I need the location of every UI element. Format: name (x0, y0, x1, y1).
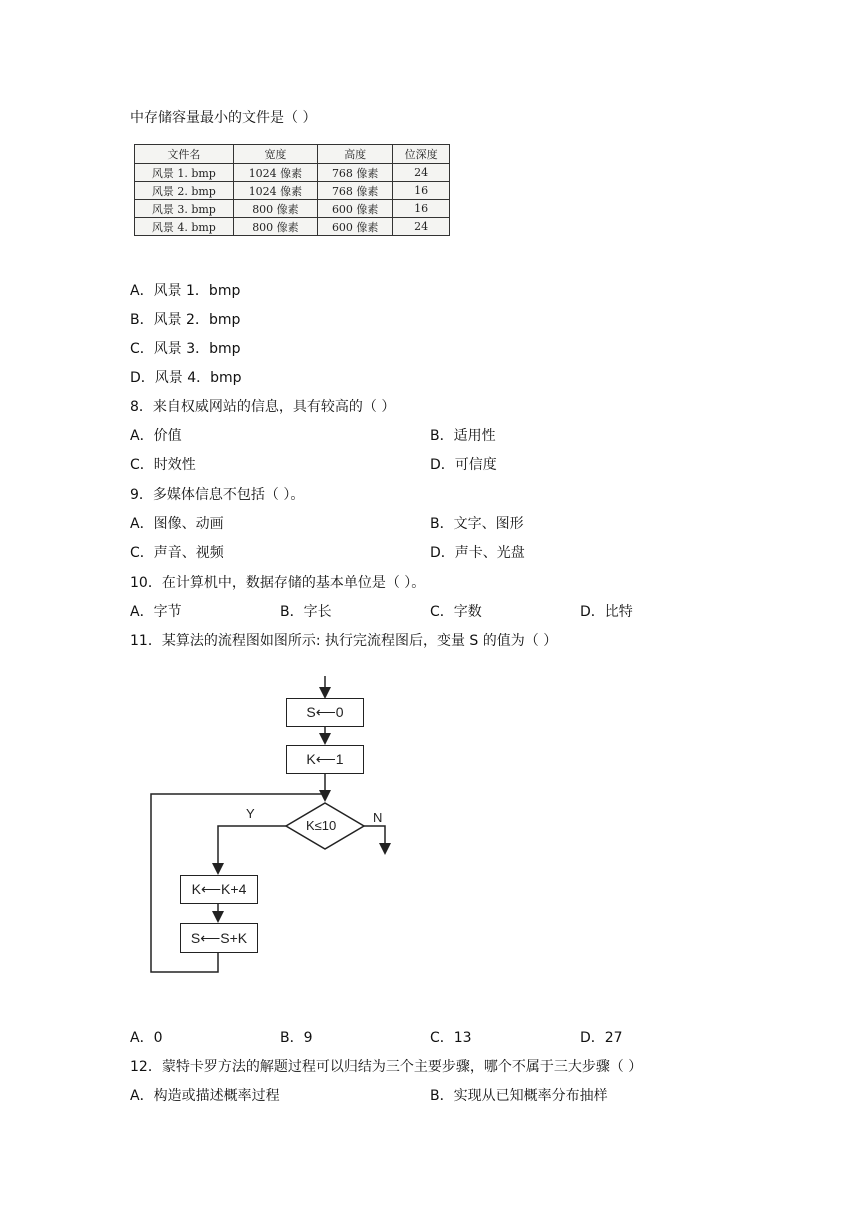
q7-option-a: A．风景 1．bmp (130, 283, 241, 299)
table-cell: 600 像素 (318, 218, 393, 236)
q7-option-b: B．风景 2．bmp (130, 312, 241, 328)
table-header: 宽度 (233, 145, 317, 164)
table-cell: 风景 4. bmp (135, 218, 234, 236)
table-cell: 800 像素 (233, 218, 317, 236)
table-cell: 16 (393, 200, 450, 218)
q8-stem: 8．来自权威网站的信息，具有较高的（ ） (130, 399, 396, 415)
q9-option-b: B．文字、图形 (430, 516, 524, 532)
flow-box-s-init: S⟵0 (286, 698, 364, 727)
q11-option-a: A．0 (130, 1030, 163, 1046)
table-cell: 24 (393, 164, 450, 182)
q12-option-a: A．构造或描述概率过程 (130, 1088, 280, 1104)
flow-yes-label: Y (246, 806, 255, 821)
flow-decision-label: K≤10 (306, 818, 337, 833)
flow-box-k-update: K⟵K+4 (180, 875, 258, 904)
q7-option-d: D．风景 4．bmp (130, 370, 242, 386)
q7-option-c: C．风景 3．bmp (130, 341, 241, 357)
table-row (135, 182, 450, 200)
table-header: 高度 (318, 145, 393, 164)
table-row (135, 218, 450, 236)
q10-option-b: B．字长 (280, 604, 332, 620)
file-size-table (134, 144, 452, 240)
q9-stem: 9．多媒体信息不包括（ ）。 (130, 487, 305, 503)
table-cell: 24 (393, 218, 450, 236)
q11-option-b: B．9 (280, 1030, 313, 1046)
table-row (135, 200, 450, 218)
q10-option-a: A．字节 (130, 604, 182, 620)
table-cell: 1024 像素 (233, 164, 317, 182)
q10-stem: 10．在计算机中，数据存储的基本单位是（ ）。 (130, 575, 426, 591)
table-cell: 600 像素 (318, 200, 393, 218)
q8-option-b: B．适用性 (430, 428, 496, 444)
table-cell: 风景 3. bmp (135, 200, 234, 218)
table-header-row (135, 145, 450, 164)
q9-option-c: C．声音、视频 (130, 545, 224, 561)
table-cell: 768 像素 (318, 182, 393, 200)
q8-option-d: D．可信度 (430, 457, 497, 473)
q11-option-d: D．27 (580, 1030, 623, 1046)
table-cell: 16 (393, 182, 450, 200)
q9-option-a: A．图像、动画 (130, 516, 224, 532)
q7-stem: 中存储容量最小的文件是（ ） (130, 110, 317, 126)
flow-box-s-update: S⟵S+K (180, 923, 258, 953)
table-header: 位深度 (393, 145, 450, 164)
table-header: 文件名 (135, 145, 234, 164)
q12-option-b: B．实现从已知概率分布抽样 (430, 1088, 608, 1104)
q12-stem: 12．蒙特卡罗方法的解题过程可以归结为三个主要步骤，哪个不属于三大步骤（ ） (130, 1059, 643, 1075)
flow-box-k-init: K⟵1 (286, 745, 364, 774)
flow-no-label: N (373, 810, 383, 825)
table-cell: 风景 2. bmp (135, 182, 234, 200)
q8-option-c: C．时效性 (130, 457, 196, 473)
q11-option-c: C．13 (430, 1030, 472, 1046)
table-cell: 1024 像素 (233, 182, 317, 200)
q9-option-d: D．声卡、光盘 (430, 545, 525, 561)
flowchart (140, 672, 400, 982)
q11-stem: 11．某算法的流程图如图所示: 执行完流程图后，变量 S 的值为（ ） (130, 633, 558, 649)
table-cell: 800 像素 (233, 200, 317, 218)
q10-option-d: D．比特 (580, 604, 633, 620)
table-cell: 768 像素 (318, 164, 393, 182)
table-cell: 风景 1. bmp (135, 164, 234, 182)
q10-option-c: C．字数 (430, 604, 482, 620)
table-row (135, 164, 450, 182)
q8-option-a: A．价值 (130, 428, 182, 444)
